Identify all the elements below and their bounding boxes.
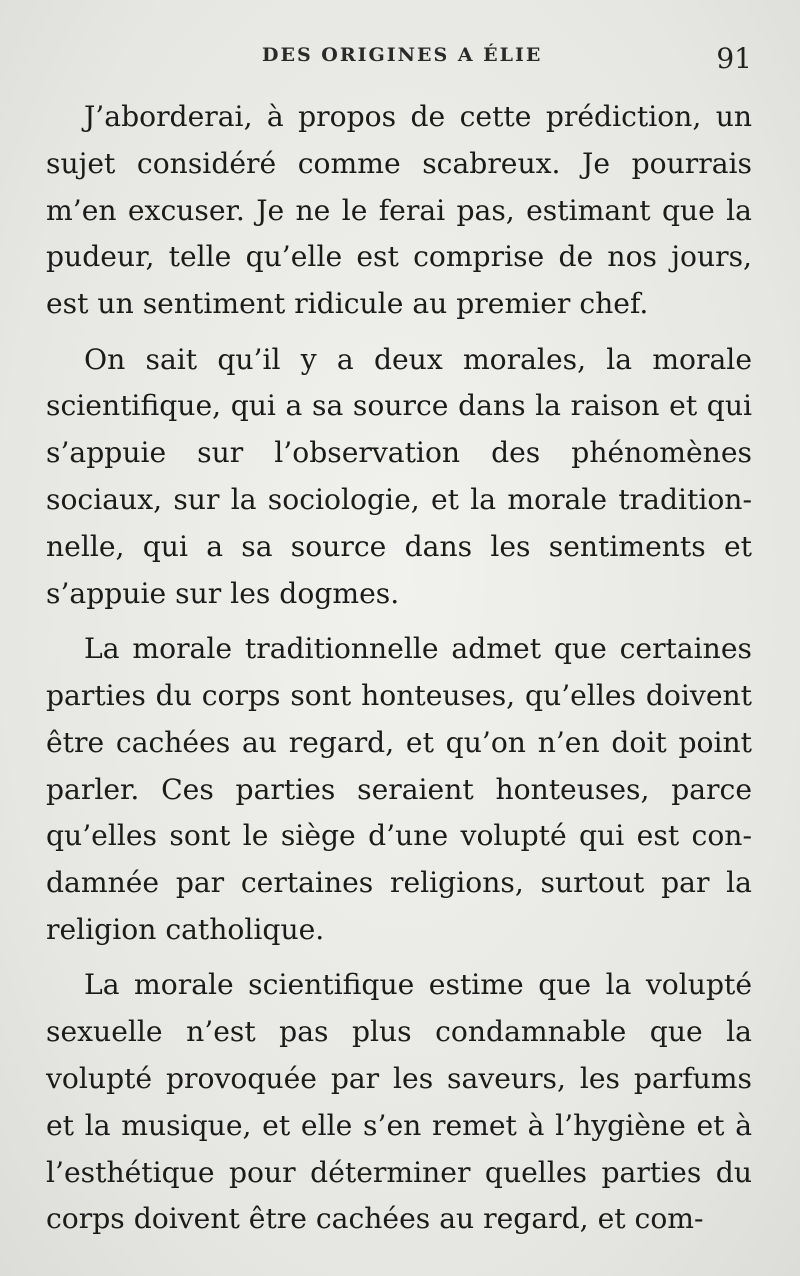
paragraph: On sait qu’il y a deux morales, la morale scientifique, qui a sa source dans la raison et qui s’appuie sur l’observation des phénomènes sociaux, sur la sociologie, et la morale traditionnelle, qui a sa source dans les sentiments et s’appuie sur les dogmes. bbox=[46, 342, 752, 610]
page-number: 91 bbox=[716, 42, 752, 75]
paragraph: La morale traditionnelle admet que certaines parties du corps sont honteuses, qu’elles doivent être cachées au regard, et qu’on n’en doit point parler. Ces parties seraient honteuses, parce qu’elles sont le siège d’une volupté qui est condamnée par certaines religions, surtout par la religion catholique. bbox=[46, 632, 752, 946]
running-head bbox=[0, 44, 800, 74]
paragraph: J’aborderai, à propos de cette prédiction, un sujet considéré comme scabreux. Je pourrais m’en excuser. Je ne le ferai pas, estimant que la pudeur, telle qu’elle est comprise de nos jours, est un sentiment ridicule au premier chef. bbox=[46, 100, 752, 321]
body-text bbox=[46, 94, 752, 1243]
paragraph: La morale scientifique estime que la volupté sexuelle n’est pas plus condamnable que la volupté provoquée par les saveurs, les parfums et la musique, et elle s’en remet à l’hygiène et à l’esthétique pour déterminer quelles parties du corps doivent être cachées au regard, et com- bbox=[46, 968, 752, 1236]
running-title: DES ORIGINES A ÉLIE bbox=[262, 44, 543, 66]
